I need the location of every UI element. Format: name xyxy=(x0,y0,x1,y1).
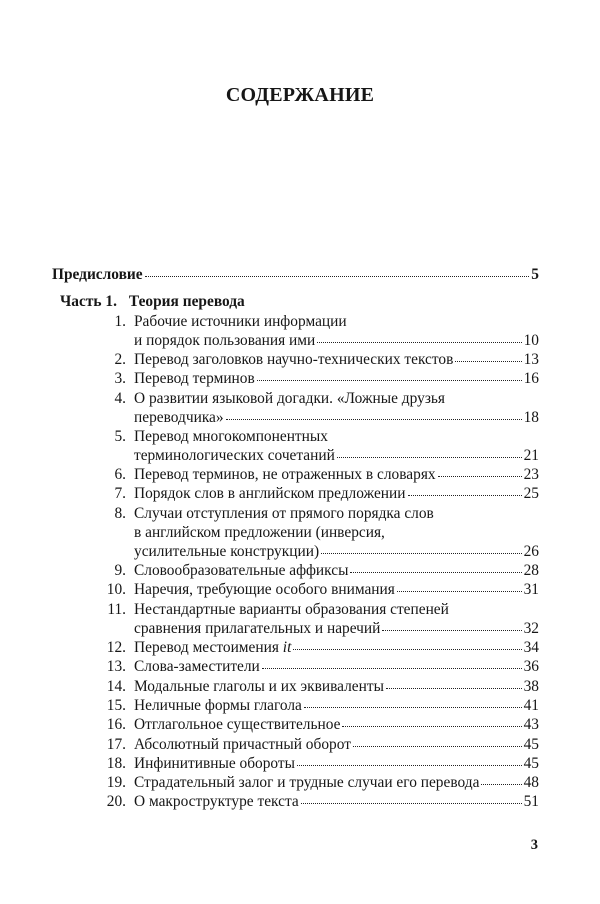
toc-entry-5-cont xyxy=(103,446,539,465)
toc-entry-1-cont xyxy=(103,331,539,350)
toc-entry-number: 8. xyxy=(114,505,126,522)
toc-entry-19 xyxy=(103,773,539,792)
toc-entry-number: 3. xyxy=(114,370,126,387)
toc-entry-15 xyxy=(103,696,539,715)
page-number: 3 xyxy=(530,837,538,853)
toc-part-label: Часть 1. xyxy=(60,293,117,310)
toc-entry-number: 15. xyxy=(106,697,126,714)
toc-entry-text: Модальные глаголы и их эквиваленты xyxy=(134,678,384,695)
toc-entry-20 xyxy=(103,792,539,811)
toc-entry-page: 32 xyxy=(523,620,539,637)
toc-entry-4 xyxy=(103,389,539,408)
toc-entry-text: Перевод терминов xyxy=(134,370,255,387)
toc-entry-11 xyxy=(103,600,539,619)
toc-entry-text: терминологических сочетаний xyxy=(134,447,335,464)
toc-entry-page: 51 xyxy=(523,793,539,810)
toc-entry-4-cont xyxy=(103,408,539,427)
toc-part-title: Теория перевода xyxy=(128,293,245,310)
dot-leader xyxy=(397,590,522,592)
toc-entry-number: 17. xyxy=(106,736,126,753)
toc-entry-number: 2. xyxy=(114,351,126,368)
dot-leader xyxy=(350,571,521,573)
toc-entry-8-cont2 xyxy=(103,542,539,561)
toc-entry-text: Порядок слов в английском предложении xyxy=(134,485,406,502)
dot-leader xyxy=(297,764,522,766)
toc-entry-9 xyxy=(103,561,539,580)
toc-entry-text: Словообразовательные аффиксы xyxy=(134,562,349,579)
dot-leader xyxy=(481,783,521,785)
dot-leader xyxy=(455,360,521,362)
toc-entry-page: 13 xyxy=(523,351,539,368)
toc-entry-number: 13. xyxy=(106,658,126,675)
toc-entry-page: 38 xyxy=(523,678,539,695)
dot-leader xyxy=(304,706,522,708)
toc-entry-number: 19. xyxy=(106,774,126,791)
toc-entry-page: 18 xyxy=(523,409,539,426)
toc-entry-14 xyxy=(103,677,539,696)
dot-leader xyxy=(337,456,522,458)
toc-entry-text: О макроструктуре текста xyxy=(134,793,299,810)
page-title: СОДЕРЖАНИЕ xyxy=(225,84,375,106)
toc-entry-18 xyxy=(103,754,539,773)
toc-entry-3 xyxy=(103,369,539,388)
dot-leader xyxy=(257,379,522,381)
toc-entry-page: 25 xyxy=(523,485,539,502)
toc-entry-text: Рабочие источники информации xyxy=(134,313,347,330)
toc-entry-2 xyxy=(103,350,539,369)
dot-leader xyxy=(386,687,522,689)
toc-entry-number: 4. xyxy=(114,390,126,407)
toc-entry-page: 36 xyxy=(523,658,539,675)
toc-entry-page: 34 xyxy=(523,639,539,656)
dot-leader xyxy=(293,648,521,650)
toc-entry-number: 5. xyxy=(114,428,126,445)
toc-entry-text: сравнения прилагательных и наречий xyxy=(134,620,381,637)
dot-leader xyxy=(382,629,521,631)
toc-entry-text xyxy=(134,638,291,657)
toc-preface xyxy=(52,265,539,284)
toc-entry-number: 9. xyxy=(114,562,126,579)
toc-entry-10 xyxy=(103,580,539,599)
toc-entry-page: 16 xyxy=(523,370,539,387)
toc-entry-page: 21 xyxy=(523,447,539,464)
toc-entry-page: 43 xyxy=(523,716,539,733)
toc-entry-text: Неличные формы глагола xyxy=(134,697,302,714)
toc-entry-5 xyxy=(103,427,539,446)
toc-entry-text: Случаи отступления от прямого порядка слов xyxy=(134,505,434,522)
dot-leader xyxy=(321,552,522,554)
dot-leader xyxy=(438,475,522,477)
toc-entry-text: Нестандартные варианты образования степеней xyxy=(134,601,449,618)
toc-entry-7 xyxy=(103,484,539,503)
toc-entry-text: Инфинитивные обороты xyxy=(134,755,295,772)
dot-leader xyxy=(262,667,522,669)
toc-entry-8 xyxy=(103,504,539,523)
toc-entry-text: Слова-заместители xyxy=(134,658,260,675)
toc-entry-number: 10. xyxy=(106,581,126,598)
toc-entry-text: Перевод многокомпонентных xyxy=(134,428,328,445)
toc-entry-page: 41 xyxy=(523,697,539,714)
toc-entry-page: 45 xyxy=(523,736,539,753)
toc-entry-page: 10 xyxy=(523,332,539,349)
dot-leader xyxy=(226,418,522,420)
toc-part-heading xyxy=(60,292,245,311)
toc-entry-number: 14. xyxy=(106,678,126,695)
toc-preface-page: 5 xyxy=(531,266,539,283)
toc-entry-text: Перевод терминов, не отраженных в словарях xyxy=(134,466,436,483)
toc-entry-text: Страдательный залог и трудные случаи его перевода xyxy=(134,774,480,791)
toc-entry-16 xyxy=(103,715,539,734)
toc-entry-page: 31 xyxy=(523,581,539,598)
dot-leader xyxy=(353,745,522,747)
toc-entry-1 xyxy=(103,312,539,331)
dot-leader xyxy=(342,725,521,727)
dot-leader xyxy=(408,494,522,496)
toc-entry-number: 20. xyxy=(106,793,126,810)
toc-entry-text: и порядок пользования ими xyxy=(134,332,316,349)
toc-entry-page: 26 xyxy=(523,543,539,560)
toc-entry-text: Перевод заголовков научно-технических текстов xyxy=(134,351,454,368)
toc-entry-text-main: Перевод местоимения xyxy=(134,639,279,656)
toc-entry-number: 11. xyxy=(107,601,126,618)
toc-entry-page: 48 xyxy=(523,774,539,791)
toc-entry-12 xyxy=(103,638,539,657)
toc-entry-17 xyxy=(103,735,539,754)
dot-leader xyxy=(317,341,521,343)
toc-preface-label: Предисловие xyxy=(52,266,143,283)
toc-entry-number: 7. xyxy=(114,485,126,502)
toc-entry-text: Отглагольное существительное xyxy=(134,716,341,733)
toc-entry-6 xyxy=(103,465,539,484)
toc-entry-13 xyxy=(103,657,539,676)
toc-entry-number: 18. xyxy=(106,755,126,772)
toc-entry-number: 12. xyxy=(106,639,126,656)
toc-entry-text-italic: it xyxy=(282,639,292,656)
toc-entry-number: 16. xyxy=(106,716,126,733)
toc-entry-8-cont xyxy=(103,523,539,542)
toc-entry-number: 6. xyxy=(114,466,126,483)
toc-entry-text: переводчика» xyxy=(134,409,224,426)
toc-entry-text: усилительные конструкции) xyxy=(134,543,320,560)
toc-entry-number: 1. xyxy=(114,313,126,330)
toc-entry-text: Абсолютный причастный оборот xyxy=(134,736,351,753)
dot-leader xyxy=(301,802,522,804)
dot-leader xyxy=(145,275,530,277)
toc-entry-page: 28 xyxy=(523,562,539,579)
toc-entry-text: О развитии языковой догадки. «Ложные друзья xyxy=(134,390,446,407)
toc-entry-page: 45 xyxy=(523,755,539,772)
toc-entry-text: в английском предложении (инверсия, xyxy=(134,524,385,541)
toc-entry-page: 23 xyxy=(523,466,539,483)
toc-entry-text: Наречия, требующие особого внимания xyxy=(134,581,395,598)
toc-entry-11-cont xyxy=(103,619,539,638)
